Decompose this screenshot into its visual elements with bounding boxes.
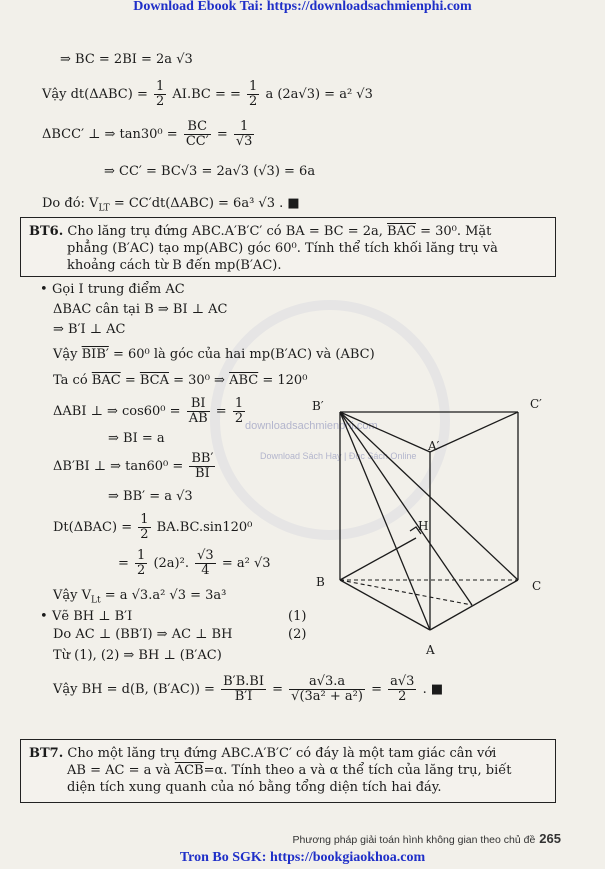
- page-footer: Phương pháp giải toán hình không gian theo chủ đề 265: [292, 831, 561, 846]
- prism-figure: [300, 390, 560, 670]
- edge-ba: [340, 580, 430, 630]
- hidden-edge-bi: [340, 580, 472, 605]
- edge-b1a: [340, 412, 430, 630]
- footer-sgk-link[interactable]: Tron Bo SGK: https://bookgiaokhoa.com: [179, 850, 426, 865]
- watermark-tagline: Download Sách Hay | Đọc Sách Online: [260, 451, 417, 461]
- label-a1: A′: [428, 439, 440, 453]
- line-bc: ⇒ BC = 2BI = 2a √3: [60, 52, 193, 67]
- sol-line-11: = $\frac{1}{2}$ (2a)². $\frac{√3}{4}$ = a² √3: [118, 548, 271, 578]
- sol-line-6: ΔABI ⊥ ⇒ cos60⁰ = $\frac{BI}{AB}$ = $\frac{1}{2}$: [53, 396, 244, 426]
- sol-line-2: ΔBAC cân tại B ⇒ BI ⊥ AC: [53, 302, 228, 317]
- label-a: A: [426, 643, 435, 657]
- label-b1: B′: [312, 399, 324, 413]
- sol-line-8: ΔB′BI ⊥ ⇒ tan60⁰ = $\frac{BB'}{BI}$: [53, 451, 214, 481]
- sol-line-9: ⇒ BB′ = a √3: [108, 489, 193, 504]
- sol-ref-1: (1): [288, 609, 307, 624]
- line-area: Vậy dt(ΔABC) = $\frac{1}{2}$ AI.BC = = $\frac{1}{2}$ a (2a√3) = a² √3: [42, 79, 373, 109]
- sol-line-1: • Gọi I trung điểm AC: [40, 282, 185, 297]
- exercise-bt6: BT6. Cho lăng trụ đứng ABC.A′B′C′ có BA = BC = 2a, $\overline{BAC} = 30^0$. Mặt phẳng (B′AC) tạo mp(ABC) góc 60⁰. Tính thể tích khối lăng trụ và khoảng cách từ B đến mp(B′AC).: [20, 217, 556, 277]
- sol-line-13: • Vẽ BH ⊥ B′I: [40, 609, 133, 624]
- sol-line-7: ⇒ BI = a: [108, 431, 165, 446]
- sol-line-14: Do AC ⊥ (BB′I) ⇒ AC ⊥ BH: [53, 627, 233, 642]
- sol-line-4: Vậy BIB′ = 60⁰ là góc của hai mp(B′AC) và (ABC): [53, 347, 375, 362]
- label-c: C: [532, 579, 542, 593]
- edge-b1c: [340, 412, 518, 580]
- label-h: H: [418, 519, 429, 533]
- sol-line-5: Ta có $\overline{BAC} = \overline{BCA} = 30^0$ ⇒ $\overline{ABC} = 120^0$: [53, 373, 308, 388]
- sol-ref-2: (2): [288, 627, 307, 642]
- page-number: 265: [539, 831, 561, 846]
- edge-a1c1: [430, 412, 518, 452]
- sol-line-12: Vậy $V_{Lt} = a$ √3.a² √3 = 3a³: [53, 588, 227, 606]
- header-download-link[interactable]: Download Ebook Tai: https://downloadsachmienphi.com: [133, 0, 472, 14]
- line-tan30: ΔBCC′ ⊥ ⇒ tan30⁰ = $\frac{BC}{CC'}$ = $\frac{1}{√3}$: [42, 119, 253, 149]
- line-volume: Do đó: $V_{LT} = CC'dt(\Delta ABC) = 6a^3$ √3 . ■: [42, 196, 300, 214]
- label-c1: C′: [530, 397, 542, 411]
- label-b: B: [316, 575, 325, 589]
- watermark-site: downloadsachmienphi.com: [245, 420, 378, 432]
- line-cc: ⇒ CC′ = BC√3 = 2a√3 (√3) = 6a: [104, 164, 316, 179]
- sol-line-3: ⇒ B′I ⊥ AC: [53, 322, 126, 337]
- sol-line-15: Từ (1), (2) ⇒ BH ⊥ (B′AC): [53, 648, 222, 663]
- exercise-bt7: BT7. Cho một lăng trụ đứng ABC.A′B′C′ có đáy là một tam giác cân với AB = AC = a và $\overline{ACB}=\alpha$. Tính theo a và α thể tích của lăng trụ, biết diện tích xung quanh của nó bằng tổng diện tích hai đáy.: [20, 739, 556, 803]
- sol-line-10: Dt(ΔBAC) = $\frac{1}{2}$ BA.BC.sin120⁰: [53, 512, 253, 542]
- sol-line-16: Vậy BH = d(B, (B′AC)) = $\frac{B'B.BI}{B'I}$ = $\frac{a√3.a}{\text{√(3a² + a²)}}$ = $\frac{a√3}{2}$ . ■: [53, 674, 444, 704]
- edge-ac: [430, 580, 518, 630]
- segment-bh: [340, 538, 416, 580]
